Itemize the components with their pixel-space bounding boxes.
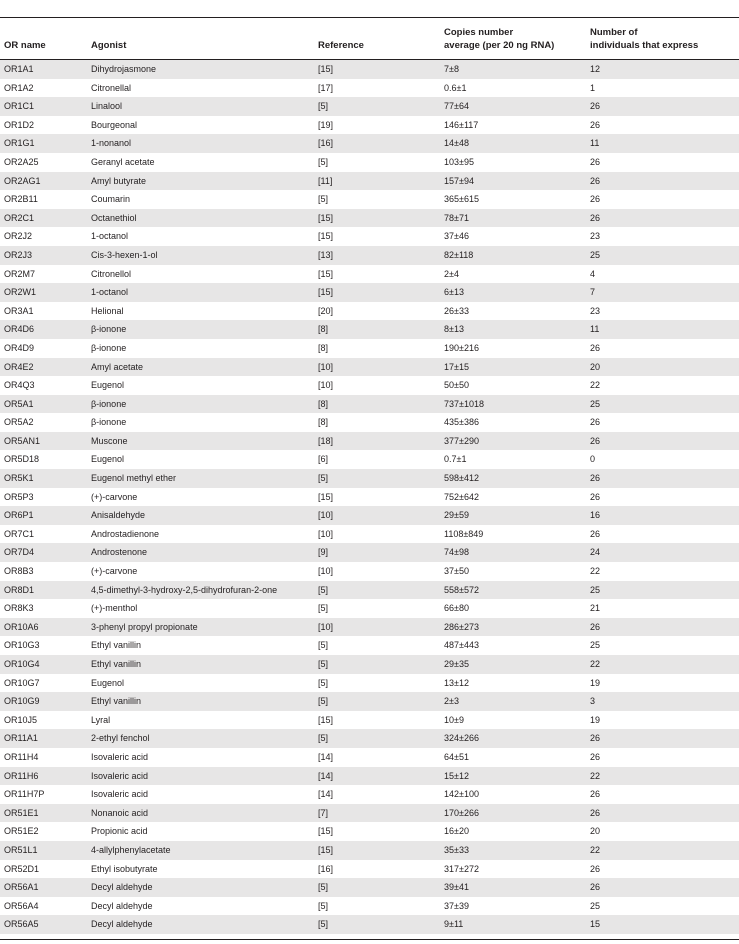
table-row: [0, 841, 739, 860]
cell-individuals: 26: [590, 119, 601, 130]
cell-copies: 39±41: [444, 882, 469, 893]
cell-individuals: 23: [590, 231, 601, 242]
cell-individuals: 26: [590, 751, 601, 762]
table-row: [0, 525, 739, 544]
cell-individuals: 26: [590, 194, 601, 205]
table-row: [0, 543, 739, 562]
cell-or-name: OR2AG1: [4, 175, 41, 186]
cell-individuals: 26: [590, 473, 601, 484]
cell-individuals: 26: [590, 156, 601, 167]
cell-or-name: OR3A1: [4, 305, 34, 316]
cell-reference: [5]: [318, 696, 329, 707]
table-row: [0, 450, 739, 469]
cell-reference: [5]: [318, 733, 329, 744]
cell-agonist: β-ionone: [91, 417, 127, 428]
cell-reference: [5]: [318, 603, 329, 614]
cell-individuals: 11: [590, 138, 600, 149]
cell-agonist: β-ionone: [91, 398, 127, 409]
cell-copies: 15±12: [444, 770, 469, 781]
cell-individuals: 26: [590, 789, 601, 800]
header-copies-line2: average (per 20 ng RNA): [444, 40, 555, 51]
cell-or-name: OR11H7P: [4, 789, 45, 800]
cell-individuals: 26: [590, 342, 601, 353]
cell-copies: 82±118: [444, 249, 474, 260]
cell-copies: 7±8: [444, 64, 459, 74]
cell-agonist: Propionic acid: [91, 826, 148, 837]
cell-agonist: Decyl aldehyde: [91, 900, 153, 911]
table-row: [0, 153, 739, 172]
cell-or-name: OR8D1: [4, 584, 35, 595]
table-row: [0, 581, 739, 600]
cell-individuals: 25: [590, 640, 601, 651]
cell-or-name: OR2A25: [4, 156, 39, 167]
header-or-name: OR name: [4, 40, 46, 51]
cell-reference: [10]: [318, 380, 334, 391]
cell-reference: [15]: [318, 826, 334, 837]
cell-agonist: Androstenone: [91, 547, 148, 558]
cell-individuals: 26: [590, 621, 601, 632]
cell-copies: 0.7±1: [444, 454, 467, 465]
cell-agonist: Eugenol: [91, 677, 125, 688]
cell-copies: 317±272: [444, 863, 479, 874]
cell-agonist: 2-ethyl fenchol: [91, 733, 150, 744]
cell-agonist: 1-octanol: [91, 287, 129, 298]
cell-reference: [9]: [318, 547, 329, 558]
cell-copies: 487±443: [444, 640, 479, 651]
cell-copies: 157±94: [444, 175, 474, 186]
table-header: [0, 18, 739, 59]
cell-reference: [10]: [318, 510, 334, 521]
cell-reference: [10]: [318, 528, 334, 539]
header-reference: Reference: [318, 40, 364, 51]
cell-individuals: 22: [590, 380, 601, 391]
cell-copies: 2±3: [444, 696, 459, 707]
cell-or-name: OR56A4: [4, 900, 39, 911]
cell-copies: 8±13: [444, 324, 464, 335]
cell-reference: [14]: [318, 751, 334, 762]
cell-copies: 9±11: [444, 919, 464, 930]
cell-individuals: 16: [590, 510, 601, 521]
cell-reference: [15]: [318, 287, 334, 298]
cell-reference: [15]: [318, 212, 334, 223]
table-row: [0, 915, 739, 934]
cell-or-name: OR5A2: [4, 417, 34, 428]
cell-or-name: OR8K3: [4, 603, 34, 614]
cell-copies: 35±33: [444, 844, 469, 855]
cell-copies: 37±46: [444, 231, 469, 242]
cell-individuals: 26: [590, 882, 601, 893]
cell-or-name: OR1G1: [4, 138, 35, 149]
cell-copies: 190±216: [444, 342, 479, 353]
cell-copies: 598±412: [444, 473, 479, 484]
cell-or-name: OR11A1: [4, 733, 38, 744]
cell-agonist: Eugenol: [91, 454, 125, 465]
cell-reference: [10]: [318, 566, 334, 577]
cell-agonist: Ethyl vanillin: [91, 696, 142, 707]
table-row: [0, 822, 739, 841]
cell-individuals: 20: [590, 826, 601, 837]
cell-or-name: OR52D1: [4, 863, 40, 874]
cell-reference: [5]: [318, 640, 329, 651]
table-row: [0, 469, 739, 488]
cell-or-name: OR10G9: [4, 696, 40, 707]
table-row: [0, 729, 739, 748]
cell-or-name: OR10J5: [4, 714, 38, 725]
table-row: [0, 190, 739, 209]
cell-individuals: 4: [590, 268, 596, 279]
table-row: [0, 227, 739, 246]
cell-individuals: 7: [590, 287, 596, 298]
cell-or-name: OR5P3: [4, 491, 34, 502]
cell-reference: [6]: [318, 454, 329, 465]
cell-reference: [13]: [318, 249, 334, 260]
table-row: [0, 246, 739, 265]
cell-or-name: OR4Q3: [4, 380, 35, 391]
cell-copies: 558±572: [444, 584, 479, 595]
table-row: [0, 395, 739, 414]
cell-reference: [5]: [318, 473, 329, 484]
table-row: [0, 339, 739, 358]
table-row: [0, 134, 739, 153]
cell-or-name: OR2W1: [4, 287, 37, 298]
cell-or-name: OR11H6: [4, 770, 39, 781]
table-row: [0, 860, 739, 879]
cell-individuals: 25: [590, 584, 601, 595]
cell-reference: [14]: [318, 789, 334, 800]
cell-agonist: Isovaleric acid: [91, 751, 149, 762]
cell-copies: 2±4: [444, 268, 459, 279]
cell-reference: [15]: [318, 714, 334, 725]
table-row: [0, 674, 739, 693]
cell-copies: 142±100: [444, 789, 479, 800]
cell-agonist: Muscone: [91, 435, 128, 446]
cell-copies: 37±50: [444, 566, 469, 577]
cell-copies: 6±13: [444, 287, 464, 298]
cell-or-name: OR4D6: [4, 324, 35, 335]
cell-copies: 0.6±1: [444, 82, 467, 93]
cell-reference: [16]: [318, 863, 334, 874]
cell-copies: 26±33: [444, 305, 469, 316]
cell-copies: 10±9: [444, 714, 464, 725]
cell-copies: 1108±849: [444, 528, 484, 539]
table-row: [0, 320, 739, 339]
table-row: [0, 636, 739, 655]
cell-copies: 64±51: [444, 751, 469, 762]
cell-copies: 737±1018: [444, 398, 484, 409]
table-row: [0, 116, 739, 135]
cell-agonist: Eugenol methyl ether: [91, 473, 177, 484]
table-body: [0, 60, 739, 934]
cell-agonist: Isovaleric acid: [91, 770, 149, 781]
cell-individuals: 0: [590, 454, 596, 465]
cell-or-name: OR2J2: [4, 231, 33, 242]
cell-or-name: OR51E2: [4, 826, 39, 837]
cell-or-name: OR1C1: [4, 101, 35, 112]
cell-individuals: 21: [590, 603, 601, 614]
cell-or-name: OR1A2: [4, 82, 34, 93]
cell-reference: [5]: [318, 156, 329, 167]
cell-copies: 74±98: [444, 547, 469, 558]
table-row: [0, 79, 739, 98]
cell-agonist: Anisaldehyde: [91, 510, 146, 521]
cell-individuals: 15: [590, 919, 601, 930]
cell-individuals: 12: [590, 64, 601, 74]
cell-or-name: OR56A1: [4, 882, 39, 893]
cell-agonist: Ethyl vanillin: [91, 640, 142, 651]
cell-or-name: OR2J3: [4, 249, 33, 260]
cell-reference: [5]: [318, 101, 329, 112]
cell-agonist: 4-allylphenylacetate: [91, 844, 171, 855]
cell-copies: 29±59: [444, 510, 469, 521]
cell-reference: [17]: [318, 82, 334, 93]
table-row: [0, 767, 739, 786]
table-row: [0, 358, 739, 377]
cell-individuals: 1: [590, 82, 596, 93]
cell-individuals: 26: [590, 101, 601, 112]
cell-copies: 29±35: [444, 659, 469, 669]
cell-or-name: OR10G7: [4, 677, 40, 688]
cell-agonist: (+)-carvone: [91, 566, 138, 577]
header-agonist: Agonist: [91, 40, 127, 51]
cell-reference: [5]: [318, 659, 329, 669]
cell-copies: 50±50: [444, 380, 469, 391]
cell-or-name: OR1A1: [4, 64, 34, 74]
cell-individuals: 26: [590, 733, 601, 744]
cell-copies: 377±290: [444, 435, 479, 446]
cell-reference: [8]: [318, 398, 329, 409]
table-row: [0, 432, 739, 451]
cell-copies: 752±642: [444, 491, 479, 502]
cell-agonist: Decyl aldehyde: [91, 919, 153, 930]
table-row: [0, 692, 739, 711]
cell-reference: [14]: [318, 770, 334, 781]
cell-individuals: 24: [590, 547, 601, 558]
cell-individuals: 22: [590, 844, 601, 855]
cell-agonist: Dihydrojasmone: [91, 64, 157, 74]
table-row: [0, 488, 739, 507]
cell-or-name: OR1D2: [4, 119, 35, 130]
cell-copies: 435±386: [444, 417, 479, 428]
cell-reference: [15]: [318, 491, 334, 502]
cell-reference: [15]: [318, 231, 334, 242]
cell-individuals: 20: [590, 361, 601, 372]
cell-or-name: OR10G4: [4, 659, 40, 669]
table-row: [0, 711, 739, 730]
cell-reference: [8]: [318, 342, 329, 353]
cell-or-name: OR2M7: [4, 268, 36, 279]
cell-individuals: 3: [590, 696, 596, 707]
cell-or-name: OR5AN1: [4, 435, 41, 446]
cell-agonist: 1-nonanol: [91, 138, 132, 149]
cell-agonist: Cis-3-hexen-1-ol: [91, 249, 158, 260]
table-row: [0, 506, 739, 525]
table-row: [0, 97, 739, 116]
cell-individuals: 26: [590, 435, 601, 446]
cell-reference: [5]: [318, 900, 329, 911]
cell-individuals: 22: [590, 566, 601, 577]
cell-reference: [5]: [318, 677, 329, 688]
cell-reference: [15]: [318, 64, 334, 74]
cell-agonist: Isovaleric acid: [91, 789, 149, 800]
cell-individuals: 19: [590, 714, 601, 725]
cell-or-name: OR5K1: [4, 473, 34, 484]
cell-copies: 14±48: [444, 138, 469, 149]
cell-or-name: OR7C1: [4, 528, 35, 539]
cell-agonist: Citronellal: [91, 82, 132, 93]
cell-agonist: Geranyl acetate: [91, 156, 155, 167]
table-row: [0, 376, 739, 395]
cell-copies: 146±117: [444, 119, 479, 130]
cell-agonist: β-ionone: [91, 324, 127, 335]
cell-or-name: OR51E1: [4, 807, 39, 818]
cell-agonist: Ethyl vanillin: [91, 659, 142, 669]
table-row: [0, 209, 739, 228]
cell-or-name: OR2C1: [4, 212, 35, 223]
header-copies-line1: Copies number: [444, 27, 514, 38]
cell-agonist: 1-octanol: [91, 231, 129, 242]
cell-individuals: 11: [590, 324, 600, 335]
table-row: [0, 804, 739, 823]
cell-reference: [8]: [318, 417, 329, 428]
cell-individuals: 26: [590, 212, 601, 223]
cell-copies: 286±273: [444, 621, 479, 632]
cell-agonist: Androstadienone: [91, 528, 160, 539]
cell-individuals: 26: [590, 528, 601, 539]
header-individuals-line2: individuals that express: [590, 40, 699, 51]
table-row: [0, 413, 739, 432]
cell-individuals: 26: [590, 807, 601, 818]
cell-individuals: 23: [590, 305, 601, 316]
cell-or-name: OR8B3: [4, 566, 34, 577]
cell-or-name: OR5D18: [4, 454, 40, 465]
table-row: [0, 599, 739, 618]
bottom-rule: [0, 939, 739, 940]
cell-agonist: Ethyl isobutyrate: [91, 863, 158, 874]
table-row: [0, 748, 739, 767]
cell-reference: [19]: [318, 119, 334, 130]
table-row: [0, 785, 739, 804]
cell-agonist: 3-phenyl propyl propionate: [91, 621, 198, 632]
cell-reference: [5]: [318, 919, 329, 930]
cell-or-name: OR11H4: [4, 751, 39, 762]
cell-agonist: Bourgeonal: [91, 119, 138, 130]
table-row: [0, 302, 739, 321]
cell-agonist: (+)-menthol: [91, 603, 138, 614]
cell-agonist: Lyral: [91, 714, 111, 725]
cell-individuals: 26: [590, 491, 601, 502]
cell-reference: [11]: [318, 175, 333, 186]
cell-agonist: Helional: [91, 305, 124, 316]
cell-or-name: OR4D9: [4, 342, 35, 353]
cell-reference: [15]: [318, 844, 334, 855]
cell-or-name: OR6P1: [4, 510, 34, 521]
cell-copies: 17±15: [444, 361, 469, 372]
cell-or-name: OR7D4: [4, 547, 35, 558]
table-row: [0, 283, 739, 302]
cell-agonist: Linalool: [91, 101, 123, 112]
cell-individuals: 26: [590, 417, 601, 428]
cell-individuals: 22: [590, 770, 601, 781]
cell-individuals: 26: [590, 175, 601, 186]
table-row: [0, 562, 739, 581]
table-row: [0, 172, 739, 191]
table-row: [0, 878, 739, 897]
cell-or-name: OR51L1: [4, 844, 38, 855]
cell-copies: 13±12: [444, 677, 469, 688]
cell-individuals: 22: [590, 659, 601, 669]
cell-copies: 37±39: [444, 900, 469, 911]
cell-individuals: 25: [590, 398, 601, 409]
cell-or-name: OR2B11: [4, 194, 38, 205]
header-individuals-line1: Number of: [590, 27, 638, 38]
cell-reference: [7]: [318, 807, 329, 818]
cell-agonist: Amyl butyrate: [91, 175, 147, 186]
table-row: [0, 265, 739, 284]
cell-agonist: Coumarin: [91, 194, 131, 205]
cell-agonist: Octanethiol: [91, 212, 137, 223]
cell-reference: [16]: [318, 138, 334, 149]
cell-reference: [8]: [318, 324, 329, 335]
cell-agonist: 4,5-dimethyl-3-hydroxy-2,5-dihydrofuran-2-one: [91, 584, 278, 595]
cell-agonist: Decyl aldehyde: [91, 882, 153, 893]
cell-copies: 16±20: [444, 826, 469, 837]
cell-individuals: 25: [590, 900, 601, 911]
cell-agonist: Citronellol: [91, 268, 132, 279]
cell-reference: [18]: [318, 435, 334, 446]
table-row: [0, 618, 739, 637]
cell-reference: [5]: [318, 882, 329, 893]
cell-reference: [10]: [318, 621, 334, 632]
cell-reference: [20]: [318, 305, 334, 316]
cell-or-name: OR56A5: [4, 919, 39, 930]
cell-agonist: (+)-carvone: [91, 491, 138, 502]
cell-or-name: OR5A1: [4, 398, 34, 409]
cell-copies: 170±266: [444, 807, 479, 818]
cell-or-name: OR10G3: [4, 640, 40, 651]
cell-individuals: 26: [590, 863, 601, 874]
cell-copies: 103±95: [444, 156, 474, 167]
cell-individuals: 25: [590, 249, 601, 260]
cell-agonist: β-ionone: [91, 342, 127, 353]
cell-reference: [5]: [318, 584, 329, 595]
cell-or-name: OR4E2: [4, 361, 34, 372]
cell-reference: [5]: [318, 194, 329, 205]
cell-copies: 77±64: [444, 101, 469, 112]
cell-or-name: OR10A6: [4, 621, 39, 632]
cell-reference: [10]: [318, 361, 334, 372]
table-row: [0, 655, 739, 674]
cell-agonist: Amyl acetate: [91, 361, 144, 372]
cell-copies: 66±80: [444, 603, 469, 614]
table-row: [0, 897, 739, 916]
table-row: [0, 60, 739, 79]
cell-copies: 78±71: [444, 212, 469, 223]
cell-agonist: Nonanoic acid: [91, 807, 149, 818]
cell-reference: [15]: [318, 268, 334, 279]
cell-copies: 324±266: [444, 733, 479, 744]
cell-individuals: 19: [590, 677, 601, 688]
cell-agonist: Eugenol: [91, 380, 125, 391]
cell-copies: 365±615: [444, 194, 479, 205]
